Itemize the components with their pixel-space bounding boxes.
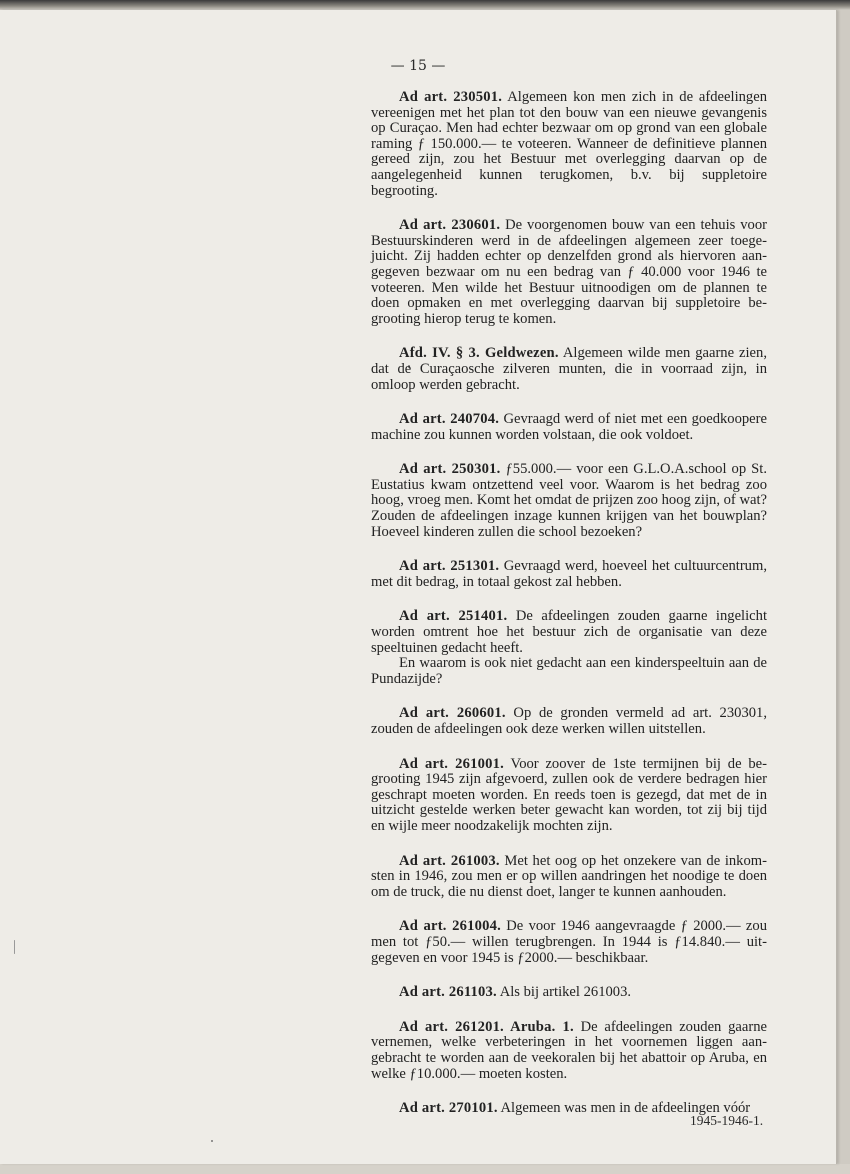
article-ref: Ad art. 261001.	[399, 755, 504, 772]
article-ref: Ad art. 261103.	[399, 984, 497, 1001]
paragraph-261103	[371, 985, 767, 1001]
paragraph-text: En waarom is ook niet gedacht aan een kinderspeeltuin aan de Pundazijde?	[371, 655, 767, 687]
article-ref: Ad art. 230601.	[399, 217, 501, 234]
article-ref: Ad art. 240704.	[399, 411, 500, 428]
paragraph-text: Met het oog op het onzekere van de inkomsten in 1946, zou men er op willen aandringen het noodige te doen om de truck, die nu dienst doet, langer te kunnen aanhouden.	[371, 852, 768, 900]
paragraph-text: Gevraagd werd, hoeveel het cultuurcentrum, met dit bedrag, in totaal gekost zal hebben.	[371, 558, 767, 590]
page-number: — 15 —	[390, 58, 446, 74]
paragraph-251401-continued	[371, 656, 767, 687]
paragraph-text: Voor zoover de 1ste termijnen bij de begrooting 1945 zijn afgevoerd, zullen ook de verdere bedragen hier geschrapt moeten worden. En reeds toen is gezegd, dat met de in uitzicht gestelde werken beter gewacht kan worden, tot zij bij tijd en wijle meer noodzakelijk mochten zijn.	[371, 755, 767, 834]
paragraph-text: Algemeen was men in de afdeelingen vóór	[500, 1100, 751, 1117]
document-body	[371, 90, 767, 1136]
paragraph-text: De voorgenomen bouw van een tehuis voor Bestuurskinderen werd in de afdeelingen algemeen zeer toegejuicht. Zij hadden echter op denzelfden grond als hiervoren aangegeven bezwaar om nu een bedrag van ƒ 40.000 voor 1946 te voteeren. Men wilde het Bestuur uitnoodigen om de plannen te doen opmaken en met overlegging daarvan bij suppletoire begrooting hierop terug te komen.	[371, 217, 767, 327]
paragraph-text: De afdeelingen zouden gaarne vernemen, welke verbeteringen in het voornemen liggen aangebracht te worden aan de veekoralen bij het abattoir op Aruba, en welke ƒ10.000.— moeten kosten.	[371, 1018, 768, 1082]
document-footer-code: 1945-1946-1.	[690, 1113, 764, 1128]
paragraph-text: De voor 1946 aangevraagde ƒ 2000.— zou men tot ƒ50.— willen terugbrengen. In 1944 is ƒ14.840.— uitgegeven en voor 1945 is ƒ2000.— beschikbaar.	[371, 918, 767, 966]
paragraph-afd-iv	[371, 346, 767, 393]
paragraph-261201	[371, 1020, 767, 1082]
paragraph-261004	[371, 919, 767, 966]
article-ref: Ad art. 250301.	[399, 461, 501, 478]
dust-speck	[211, 1140, 213, 1142]
paragraph-text: Algemeen wilde men gaarne zien, dat de Curaçaosche zilveren munten, die in voorraad zijn, in omloop werden gebracht.	[371, 345, 767, 393]
article-ref: Ad art. 251401.	[399, 608, 508, 625]
article-ref: Ad art. 270101.	[399, 1100, 498, 1117]
article-ref: Ad art. 261003.	[399, 852, 500, 869]
article-ref: Ad art. 230501.	[399, 89, 503, 105]
article-ref: Ad art. 251301.	[399, 558, 500, 575]
paragraph-text: De afdeelingen zouden gaarne ingelicht worden omtrent hoe het bestuur zich de organisatie van deze speeltuinen gedacht heeft.	[371, 608, 767, 656]
paragraph-230601	[371, 218, 767, 327]
paragraph-251301	[371, 559, 767, 590]
article-ref: Ad art. 261201. Aruba. 1.	[399, 1018, 574, 1035]
paragraph-250301	[371, 462, 767, 540]
paragraph-text: Algemeen kon men zich in de afdeelingen vereenigen met het plan tot den bouw van een nieuwe gevangenis op Curaçao. Men had echter bezwaar om op grond van een globale raming ƒ 150.000.— te voteeren. Wanneer de definitieve plannen gereed zijn, zou het Bestuur met overlegging daarvan op de aangelegenheid kunnen terugkomen, b.v. bij suppletoire begrooting.	[371, 89, 767, 199]
paragraph-260601	[371, 706, 767, 737]
paragraph-text: Als bij artikel 261003.	[499, 984, 632, 1001]
paragraph-261003	[371, 854, 767, 901]
article-ref: Ad art. 261004.	[399, 918, 501, 935]
paragraph-230501	[371, 90, 767, 199]
paragraph-text: Gevraagd werd of niet met een goedkoopere machine zou kunnen worden volstaan, die ook voldoet.	[371, 411, 767, 443]
paragraph-240704	[371, 412, 767, 443]
paragraph-251401	[371, 609, 767, 656]
article-ref: Ad art. 260601.	[399, 705, 506, 722]
scan-top-edge	[0, 0, 850, 10]
dust-speck	[14, 940, 15, 954]
article-ref: Afd. IV. § 3. Geldwezen.	[399, 345, 559, 362]
paragraph-text: ƒ55.000.— voor een G.L.O.A.school op St. Eustatius kwam ontzettend veel voor. Waarom is het bedrag zoo hoog, vroeg men. Komt het omdat de prijzen zoo hoog zijn, of wat? Zouden de afdeelingen inzage kunnen krijgen van het bouwplan? Hoeveel kinderen zullen die school bezoeken?	[371, 461, 768, 540]
paragraph-261001	[371, 757, 767, 835]
scan-right-edge	[836, 10, 850, 1174]
paragraph-text: Op de gronden vermeld ad art. 230301, zouden de afdeelingen ook deze werken willen uitstellen.	[371, 705, 767, 737]
scan-bottom-edge	[0, 1164, 850, 1174]
